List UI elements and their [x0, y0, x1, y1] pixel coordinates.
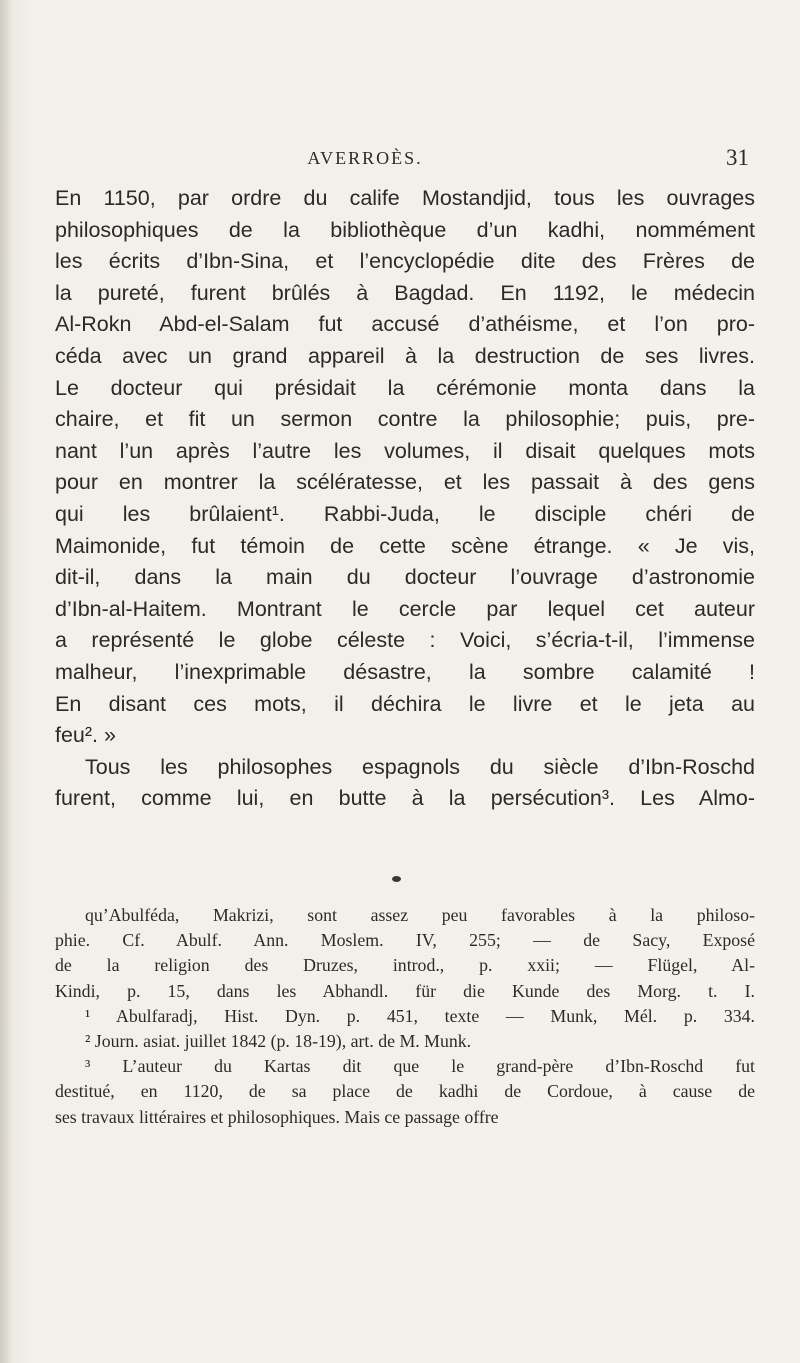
page-header [0, 140, 800, 180]
text-line: Maimonide, fut témoin de cette scène étrange. « Je vis, [55, 533, 755, 558]
text-line: dit-il, dans la main du docteur l’ouvrage d’astronomie [55, 565, 755, 590]
footnote-line: ³ L’auteur du Kartas dit que le grand-père d’Ibn-Roschd fut [85, 1056, 755, 1077]
footnote-line: ² Journ. asiat. juillet 1842 (p. 18-19), art. de M. Munk. [85, 1030, 472, 1051]
text-line: chaire, et fit un sermon contre la philosophie; puis, pre- [55, 407, 755, 432]
text-line: nant l’un après l’autre les volumes, il disait quelques mots [55, 438, 755, 463]
footnote-line: phie. Cf. Abulf. Ann. Moslem. IV, 255; — de Sacy, Exposé [55, 930, 755, 951]
text-line: feu². » [55, 723, 116, 748]
text-line: a représenté le globe céleste : Voici, s’écria-t-il, l’immense [55, 628, 755, 653]
footnote-line: destitué, en 1120, de sa place de kadhi de Cordoue, à cause de [55, 1081, 755, 1102]
footnote-line: qu’Abulféda, Makrizi, sont assez peu favorables à la philoso- [85, 905, 755, 925]
text-line: Al-Rokn Abd-el-Salam fut accusé d’athéisme, et l’on pro- [55, 312, 755, 337]
text-line: furent, comme lui, en butte à la persécution³. Les Almo- [55, 786, 755, 811]
footnotes [55, 903, 755, 1130]
text-line: Tous les philosophes espagnols du siècle d’Ibn-Roschd [85, 754, 755, 779]
text-line: d’Ibn-al-Haitem. Montrant le cercle par lequel cet auteur [55, 596, 755, 621]
text-line: En disant ces mots, il déchira le livre et le jeta au [55, 691, 755, 716]
text-line: céda avec un grand appareil à la destruction de ses livres. [55, 343, 755, 368]
text-line: qui les brûlaient¹. Rabbi-Juda, le disciple chéri de [55, 501, 755, 526]
page-spine-shadow [0, 0, 12, 1363]
footnote-line: de la religion des Druzes, introd., p. xxii; — Flügel, Al- [55, 955, 755, 976]
footnote-line: ¹ Abulfaradj, Hist. Dyn. p. 451, texte — Munk, Mél. p. 334. [85, 1005, 755, 1026]
text-line: la pureté, furent brûlés à Bagdad. En 1192, le médecin [55, 280, 755, 305]
text-line: En 1150, par ordre du calife Mostandjid, tous les ouvrages [55, 186, 755, 210]
text-line: Le docteur qui présidait la cérémonie monta dans la [55, 375, 755, 400]
footnote-line: ses travaux littéraires et philosophiques. Mais ce passage offre [55, 1106, 499, 1127]
footnote-line: Kindi, p. 15, dans les Abhandl. für die Kunde des Morg. t. I. [55, 980, 755, 1001]
text-line: philosophiques de la bibliothèque d’un kadhi, nommément [55, 217, 755, 242]
main-text [55, 183, 755, 815]
text-line: pour en montrer la scélératesse, et les passait à des gens [55, 470, 755, 495]
text-line: malheur, l’inexprimable désastre, la sombre calamité ! [55, 659, 755, 684]
ink-mark [392, 876, 401, 882]
text-line: les écrits d’Ibn-Sina, et l’encyclopédie dite des Frères de [55, 249, 755, 274]
running-title: AVERROÈS. [307, 148, 423, 168]
page-number: 31 [726, 145, 749, 170]
